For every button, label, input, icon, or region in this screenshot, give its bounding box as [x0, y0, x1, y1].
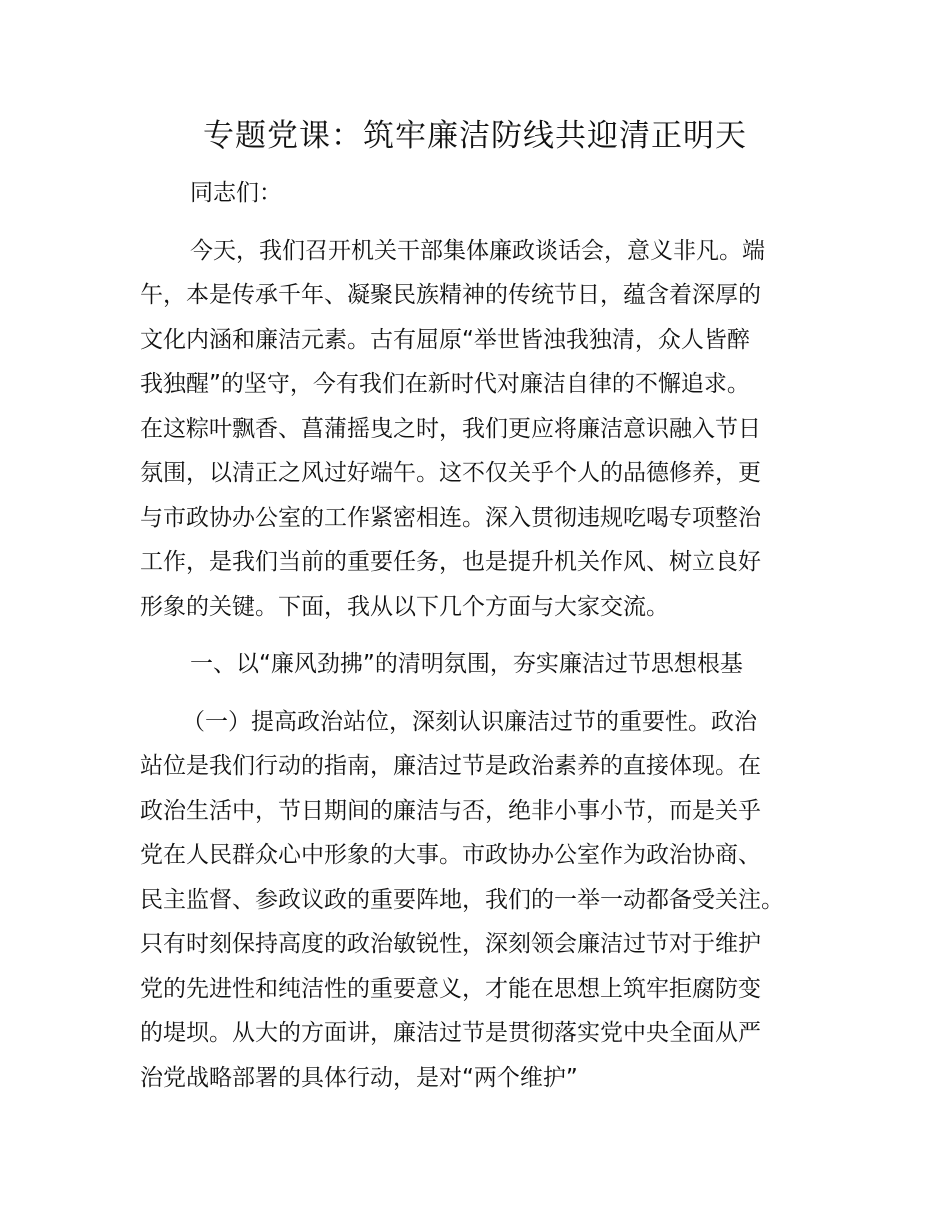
- paragraph-line: 我独醒”的坚守，今有我们在新时代对廉洁自律的不懈追求。: [140, 371, 750, 397]
- paragraph-line: 民主监督、参政议政的重要阵地，我们的一举一动都备受关注。: [140, 886, 784, 913]
- paragraph-line: 文化内涵和廉洁元素。古有屈原“举世皆浊我独清，众人皆醉: [140, 326, 750, 353]
- paragraph-line: 只有时刻保持高度的政治敏锐性，深刻领会廉洁过节对于维护: [140, 931, 761, 957]
- paragraph-line: 党在人民群众心中形象的大事。市政协办公室作为政治协商、: [140, 842, 761, 868]
- document-body: [140, 171, 830, 1100]
- paragraph-line: 政治生活中，节日期间的廉洁与否，绝非小事小节，而是关乎: [140, 797, 761, 824]
- paragraph-line: 在这粽叶飘香、菖蒲摇曳之时，我们更应将廉洁意识融入节日: [140, 415, 761, 442]
- paragraph-line: （一）提高政治站位，深刻认识廉洁过节的重要性。政治: [182, 708, 757, 735]
- paragraph-political-stance: [140, 700, 830, 1101]
- paragraph-line: 站位是我们行动的指南，廉洁过节是政治素养的直接体现。在: [140, 753, 761, 779]
- paragraph-spacer: [140, 687, 830, 700]
- paragraph-spacer: [140, 629, 830, 642]
- paragraph-line: 氛围，以清正之风过好端午。这不仅关乎个人的品德修养，更: [140, 460, 761, 486]
- paragraph-line: 今天，我们召开机关干部集体廉政谈话会，意义非凡。端: [190, 237, 765, 264]
- paragraph-intro: [140, 229, 830, 630]
- paragraph-line: 治党战略部署的具体行动，是对“两个维护”: [140, 1064, 578, 1091]
- section-heading: 一、以“廉风劲拂”的清明氛围，夯实廉洁过节思想根基: [190, 651, 743, 677]
- document-title: 专题党课：筑牢廉洁防线共迎清正明天: [203, 118, 747, 154]
- salutation: 同志们：: [190, 180, 282, 206]
- paragraph-line: 形象的关键。下面，我从以下几个方面与大家交流。: [140, 593, 669, 620]
- paragraph-line: 工作，是我们当前的重要任务，也是提升机关作风、树立良好: [140, 549, 761, 575]
- paragraph-line: 与市政协办公室的工作紧密相连。深入贯彻违规吃喝专项整治: [140, 504, 761, 531]
- paragraph-line: 的堤坝。从大的方面讲，廉洁过节是贯彻落实党中央全面从严: [140, 1020, 761, 1046]
- paragraph-line: 党的先进性和纯洁性的重要意义，才能在思想上筑牢拒腐防变: [140, 975, 761, 1002]
- paragraph-spacer: [140, 216, 830, 229]
- paragraph-line: 午，本是传承千年、凝聚民族精神的传统节日，蕴含着深厚的: [140, 282, 761, 308]
